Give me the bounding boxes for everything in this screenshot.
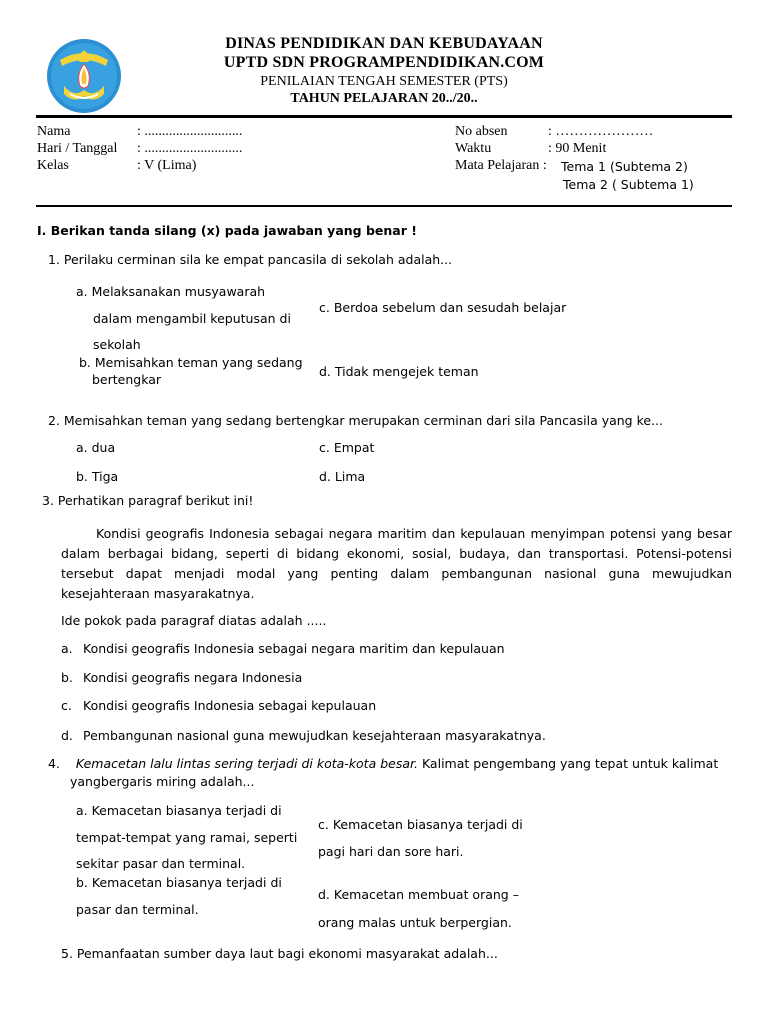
kelas-value: : V (Lima) — [137, 158, 197, 173]
q4-text-line2: yangbergaris miring adalah... — [70, 774, 255, 789]
absen-label: No absen — [455, 124, 508, 139]
q2-option-b: b. Tiga — [76, 469, 119, 484]
q3-option-b: Kondisi geografis negara Indonesia — [83, 670, 303, 685]
q4-option-d-line2: orang malas untuk berpergian. — [318, 915, 512, 930]
absen-value: : ………………… — [548, 124, 654, 139]
hari-value: : ............................ — [137, 141, 243, 156]
q4-option-b-line2: pasar dan terminal. — [76, 902, 199, 917]
q2-option-c: c. Empat — [319, 440, 375, 455]
q3-paragraph-line2: dalam berbagai bidang, seperti di bidang ekonomi, sosial, budaya, dan transportasi. Potensi-potensi — [61, 546, 732, 561]
header-line4: TAHUN PELAJARAN 20../20.. — [290, 91, 478, 106]
q2-option-a: a. dua — [76, 440, 116, 455]
q1-option-a-line3: sekolah — [93, 337, 141, 352]
section-title: I. Berikan tanda silang (x) pada jawaban yang benar ! — [37, 223, 417, 238]
q3-option-d: Pembangunan nasional guna mewujudkan kesejahteraan masyarakatnya. — [83, 728, 546, 743]
q3-question: Ide pokok pada paragraf diatas adalah ..... — [61, 613, 327, 628]
header-line3: PENILAIAN TENGAH SEMESTER (PTS) — [260, 74, 508, 89]
q4-option-c-line2: pagi hari dan sore hari. — [318, 844, 464, 859]
hari-label: Hari / Tanggal — [37, 141, 118, 156]
mapel-value-1: Tema 1 (Subtema 2) — [561, 159, 688, 174]
q4-option-a-line1: a. Kemacetan biasanya terjadi di — [76, 803, 282, 818]
q2-text: 2. Memisahkan teman yang sedang bertengkar merupakan cerminan dari sila Pancasila yang ke... — [48, 413, 663, 428]
kelas-label: Kelas — [37, 158, 69, 173]
q3-paragraph-line3: tersebut dapat menjadi modal yang penting dalam pembangunan nasional guna mewujudkan — [61, 566, 732, 581]
nama-value: : ............................ — [137, 124, 243, 139]
q3-paragraph-line4: kesejahteraan masyarakatnya. — [61, 586, 255, 601]
q3-option-d-letter: d. — [61, 728, 73, 743]
q1-option-b-line1: b. Memisahkan teman yang sedang — [79, 355, 303, 370]
q1-option-a-line1: a. Melaksanakan musyawarah — [76, 284, 266, 299]
mapel-label: Mata Pelajaran : — [455, 158, 547, 173]
q1-option-c: c. Berdoa sebelum dan sesudah belajar — [319, 300, 567, 315]
q4-option-d-line1: d. Kemacetan membuat orang – — [318, 887, 519, 902]
header-line1: DINAS PENDIDIKAN DAN KEBUDAYAAN — [225, 35, 543, 52]
q5-text: 5. Pemanfaatan sumber daya laut bagi ekonomi masyarakat adalah... — [61, 946, 498, 961]
q4-text — [48, 756, 718, 771]
mapel-value-2: Tema 2 ( Subtema 1) — [563, 177, 694, 192]
q3-paragraph — [61, 524, 732, 604]
q3-paragraph-line1: Kondisi geografis Indonesia sebagai negara maritim dan kepulauan menyimpan potensi yang besar — [96, 526, 732, 541]
q3-text: 3. Perhatikan paragraf berikut ini! — [42, 493, 254, 508]
q4-option-c-line1: c. Kemacetan biasanya terjadi di — [318, 817, 523, 832]
q1-text: 1. Perilaku cerminan sila ke empat pancasila di sekolah adalah... — [48, 252, 453, 267]
q1-option-b-line2: bertengkar — [92, 372, 162, 387]
q4-number: 4. — [48, 756, 60, 771]
q3-option-c: Kondisi geografis Indonesia sebagai kepulauan — [83, 698, 377, 713]
q4-option-a-line2: tempat-tempat yang ramai, seperti — [76, 830, 298, 845]
header-line2: UPTD SDN PROGRAMPENDIDIKAN.COM — [223, 54, 545, 71]
q3-option-b-letter: b. — [61, 670, 73, 685]
q4-option-a-line3: sekitar pasar dan terminal. — [76, 856, 246, 871]
q4-rest: Kalimat pengembang yang tepat untuk kalimat — [417, 756, 719, 771]
header-rule-thick — [36, 115, 732, 118]
waktu-value: : 90 Menit — [548, 141, 607, 156]
q3-option-a-letter: a. — [61, 641, 73, 656]
q2-option-d: d. Lima — [319, 469, 366, 484]
waktu-label: Waktu — [455, 141, 492, 156]
nama-label: Nama — [37, 124, 71, 139]
q3-option-a: Kondisi geografis Indonesia sebagai negara maritim dan kepulauan — [83, 641, 505, 656]
q3-option-c-letter: c. — [61, 698, 72, 713]
q4-italic-sentence: Kemacetan lalu lintas sering terjadi di kota-kota besar. — [75, 756, 418, 771]
info-rule — [36, 205, 732, 207]
q1-option-a-line2: dalam mengambil keputusan di — [93, 311, 291, 326]
q4-option-b-line1: b. Kemacetan biasanya terjadi di — [76, 875, 282, 890]
q1-option-d: d. Tidak mengejek teman — [319, 364, 479, 379]
